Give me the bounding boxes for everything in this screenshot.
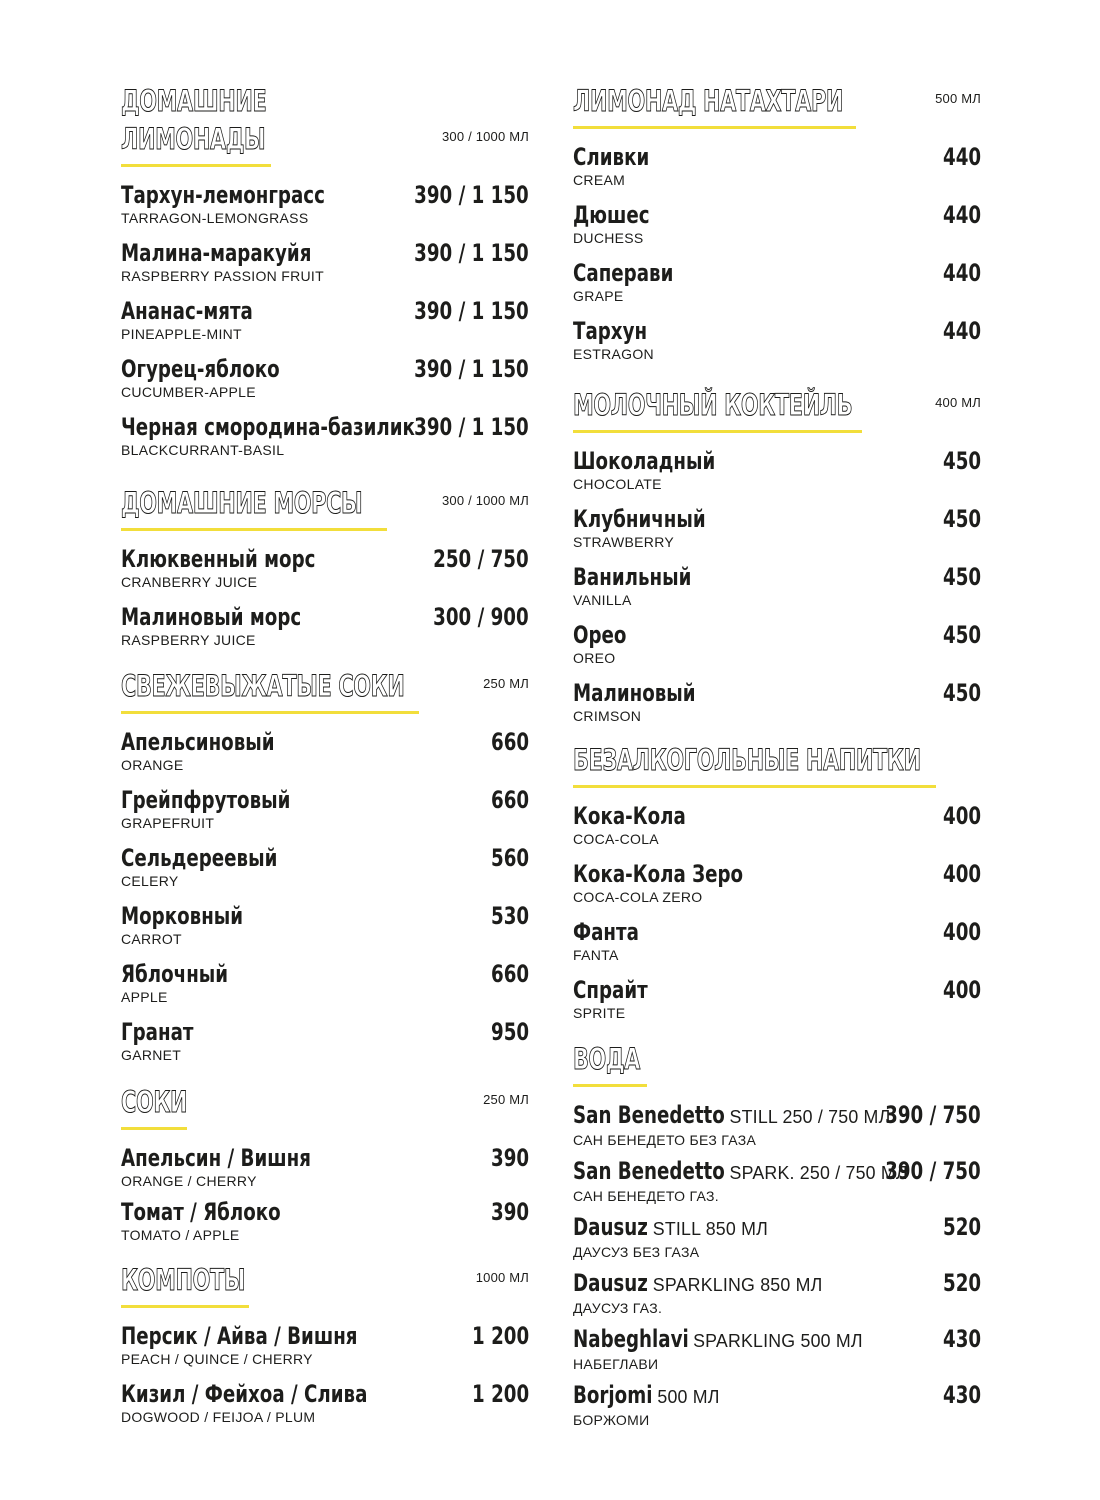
item-price: 400 [942, 976, 981, 1004]
item-subtitle: PEACH / QUINCE / CHERRY [121, 1351, 313, 1367]
menu-item [121, 1198, 529, 1252]
item-name [573, 1381, 883, 1411]
section-underline [121, 164, 271, 167]
item-name: Апельсин / Вишня [121, 1144, 311, 1172]
item-subtitle: GRAPEFRUIT [121, 815, 215, 831]
item-name: Фанта [573, 918, 639, 946]
item-name [573, 1101, 891, 1131]
item-subtitle: CRANBERRY JUICE [121, 574, 258, 590]
item-note: SPARK. 250 / 750 МЛ [729, 1163, 908, 1183]
item-subtitle: CREAM [573, 172, 626, 188]
item-name [573, 1269, 883, 1299]
section-homemade-mors [121, 484, 529, 661]
section-title: МОЛОЧНЫЙ КОКТЕЙЛЬ [573, 388, 853, 422]
item-name: Огурец-яблоко [121, 355, 280, 383]
item-note: SPARKLING 500 МЛ [693, 1331, 863, 1351]
item-subtitle: CHOCOLATE [573, 476, 662, 492]
item-name: Апельсиновый [121, 728, 275, 756]
menu-item [573, 505, 981, 563]
item-name [573, 1157, 908, 1187]
item-subtitle: CUCUMBER-APPLE [121, 384, 256, 400]
item-name: Тархун-лемонграсс [121, 181, 325, 209]
item-subtitle: CRIMSON [573, 708, 642, 724]
item-price: 440 [942, 317, 981, 345]
section-natakhtari-lemonade [573, 82, 981, 375]
item-subtitle: RASPBERRY JUICE [121, 632, 256, 648]
menu-item [121, 786, 529, 844]
section-volume: 500 МЛ [935, 91, 981, 106]
menu-item [573, 1213, 981, 1269]
section-volume: 250 МЛ [483, 1092, 529, 1107]
section-underline [573, 785, 936, 788]
menu-item [121, 844, 529, 902]
section-header [573, 386, 981, 424]
section-title: БЕЗАЛКОГОЛЬНЫЕ НАПИТКИ [573, 743, 921, 777]
item-price: 400 [942, 918, 981, 946]
item-note: STILL 850 МЛ [652, 1219, 768, 1239]
item-subtitle: САН БЕНЕДЕТО БЕЗ ГАЗА [573, 1132, 757, 1148]
item-name: Грейпфрутовый [121, 786, 291, 814]
item-price: 440 [942, 259, 981, 287]
item-name: Кизил / Фейхоа / Слива [121, 1380, 368, 1408]
item-name: Орео [573, 621, 627, 649]
section-volume: 300 / 1000 МЛ [441, 129, 529, 144]
item-name: Морковный [121, 902, 244, 930]
item-name: Черная смородина-базилик [121, 413, 415, 441]
section-title: ДОМАШНИЕ ЛИМОНАДЫ [121, 84, 267, 156]
item-price: 390 / 750 [885, 1101, 981, 1129]
item-subtitle: STRAWBERRY [573, 534, 675, 550]
item-subtitle: CARROT [121, 931, 182, 947]
section-title: СОКИ [121, 1085, 188, 1119]
menu-item [573, 802, 981, 860]
item-name: Кока-Кола [573, 802, 686, 830]
item-subtitle: GRAPE [573, 288, 624, 304]
item-subtitle: САН БЕНЕДЕТО ГАЗ. [573, 1188, 719, 1204]
item-subtitle: ДАУСУЗ ГАЗ. [573, 1300, 663, 1316]
item-name: Саперави [573, 259, 674, 287]
menu-item [573, 201, 981, 259]
section-compotes [121, 1261, 529, 1438]
menu-item [573, 621, 981, 679]
menu-item [121, 355, 529, 413]
menu-item [573, 259, 981, 317]
item-name [573, 1213, 883, 1243]
item-price: 450 [942, 505, 981, 533]
section-header [573, 1040, 981, 1078]
item-price: 440 [942, 143, 981, 171]
section-header [573, 741, 981, 779]
item-subtitle: TOMATO / APPLE [121, 1227, 240, 1243]
section-soft-drinks [573, 741, 981, 1034]
item-subtitle: ORANGE [121, 757, 184, 773]
item-name: Ананас-мята [121, 297, 253, 325]
item-price: 660 [490, 786, 529, 814]
item-price: 430 [942, 1325, 981, 1353]
item-price: 390 [490, 1198, 529, 1226]
item-price: 440 [942, 201, 981, 229]
item-name-text: Borjomi [573, 1381, 653, 1409]
menu-item [573, 1381, 981, 1437]
item-price: 450 [942, 563, 981, 591]
menu-item [121, 902, 529, 960]
item-subtitle: DOGWOOD / FEIJOA / PLUM [121, 1409, 316, 1425]
menu-item [121, 1144, 529, 1198]
item-price: 520 [942, 1269, 981, 1297]
item-note: SPARKLING 850 МЛ [652, 1275, 823, 1295]
section-underline [573, 1084, 647, 1087]
section-header [121, 667, 529, 705]
menu-item [121, 1380, 529, 1438]
item-name: Клубничный [573, 505, 706, 533]
item-name: Сливки [573, 143, 650, 171]
menu-item [121, 1018, 529, 1076]
item-subtitle: APPLE [121, 989, 168, 1005]
item-name: Клюквенный морс [121, 545, 316, 573]
item-price: 520 [942, 1213, 981, 1241]
menu-item [573, 976, 981, 1034]
item-name: Дюшес [573, 201, 650, 229]
section-underline [573, 126, 856, 129]
item-name: Томат / Яблоко [121, 1198, 281, 1226]
item-subtitle: ESTRAGON [573, 346, 654, 362]
menu-item [573, 563, 981, 621]
item-name: Малиновый [573, 679, 696, 707]
section-volume: 250 МЛ [483, 676, 529, 691]
item-price: 430 [942, 1381, 981, 1409]
menu-item [121, 239, 529, 297]
item-subtitle: ДАУСУЗ БЕЗ ГАЗА [573, 1244, 700, 1260]
menu-item [573, 447, 981, 505]
item-price: 390 / 1 150 [414, 413, 529, 441]
section-volume: 1000 МЛ [475, 1270, 529, 1285]
item-name [573, 1325, 883, 1355]
menu-item [573, 1325, 981, 1381]
menu-item [573, 1101, 981, 1157]
item-price: 390 / 1 150 [414, 181, 529, 209]
item-subtitle: TARRAGON-LEMONGRASS [121, 210, 309, 226]
item-name-text: San Benedetto [573, 1157, 725, 1185]
item-name: Кока-Кола Зеро [573, 860, 744, 888]
item-name: Шоколадный [573, 447, 716, 475]
menu-item [121, 960, 529, 1018]
menu-item [573, 1157, 981, 1213]
item-subtitle: DUCHESS [573, 230, 644, 246]
item-subtitle: GARNET [121, 1047, 182, 1063]
menu-item [573, 143, 981, 201]
section-title: ВОДА [573, 1042, 640, 1076]
item-price: 390 [490, 1144, 529, 1172]
item-subtitle: БОРЖОМИ [573, 1412, 650, 1428]
menu-item [121, 545, 529, 603]
item-name: Сельдерeевый [121, 844, 278, 872]
item-price: 450 [942, 621, 981, 649]
item-name: Малиновый морс [121, 603, 302, 631]
item-price: 390 / 1 150 [414, 239, 529, 267]
section-underline [121, 711, 419, 714]
menu-item [121, 603, 529, 661]
section-title: ЛИМОНАД НАТАХТАРИ [573, 84, 844, 118]
menu-item [121, 413, 529, 471]
section-homemade-lemonades [121, 82, 529, 471]
item-subtitle: PINEAPPLE-MINT [121, 326, 242, 342]
item-name-text: Dausuz [573, 1269, 648, 1297]
section-underline [121, 1127, 187, 1130]
menu-item [121, 1322, 529, 1380]
section-header [573, 82, 981, 120]
menu-item [121, 297, 529, 355]
item-subtitle: VANILLA [573, 592, 632, 608]
section-header [121, 82, 529, 158]
item-name-text: San Benedetto [573, 1101, 725, 1129]
section-underline [573, 430, 862, 433]
item-subtitle: НАБЕГЛАВИ [573, 1356, 659, 1372]
item-price: 1 200 [471, 1380, 529, 1408]
item-name: Ванильный [573, 563, 692, 591]
item-subtitle: FANTA [573, 947, 619, 963]
section-underline [121, 1305, 249, 1308]
item-price: 660 [490, 728, 529, 756]
section-juices [121, 1083, 529, 1252]
item-name: Гранат [121, 1018, 194, 1046]
item-name: Малина-маракуйя [121, 239, 312, 267]
menu-item [573, 860, 981, 918]
item-subtitle: ORANGE / CHERRY [121, 1173, 257, 1189]
menu-item [573, 1269, 981, 1325]
section-underline [121, 528, 387, 531]
item-price: 400 [942, 860, 981, 888]
item-price: 300 / 900 [433, 603, 529, 631]
item-price: 250 / 750 [433, 545, 529, 573]
item-subtitle: RASPBERRY PASSION FRUIT [121, 268, 324, 284]
item-note: STILL 250 / 750 МЛ [729, 1107, 891, 1127]
section-volume: 300 / 1000 МЛ [441, 493, 529, 508]
item-price: 530 [490, 902, 529, 930]
item-name-text: Nabeghlavi [573, 1325, 689, 1353]
section-header [121, 484, 529, 522]
section-header [121, 1261, 529, 1299]
item-name: Персик / Айва / Вишня [121, 1322, 358, 1350]
section-fresh-juices [121, 667, 529, 1076]
item-price: 400 [942, 802, 981, 830]
section-header [121, 1083, 529, 1121]
item-subtitle: CELERY [121, 873, 179, 889]
item-price: 390 / 750 [885, 1157, 981, 1185]
item-name: Яблочный [121, 960, 229, 988]
section-title: ДОМАШНИЕ МОРСЫ [121, 486, 363, 520]
item-name-text: Dausuz [573, 1213, 648, 1241]
item-subtitle: OREO [573, 650, 616, 666]
item-note: 500 МЛ [657, 1387, 720, 1407]
item-price: 390 / 1 150 [414, 355, 529, 383]
section-water [573, 1040, 981, 1437]
item-price: 1 200 [471, 1322, 529, 1350]
menu-item [121, 181, 529, 239]
item-price: 560 [490, 844, 529, 872]
section-title: СВЕЖЕВЫЖАТЫЕ СОКИ [121, 669, 405, 703]
menu-item [121, 728, 529, 786]
item-price: 950 [490, 1018, 529, 1046]
section-milkshakes [573, 386, 981, 737]
item-name: Тархун [573, 317, 648, 345]
item-subtitle: SPRITE [573, 1005, 626, 1021]
item-subtitle: BLACKCURRANT-BASIL [121, 442, 285, 458]
section-volume: 400 МЛ [935, 395, 981, 410]
item-subtitle: COCA-COLA ZERO [573, 889, 703, 905]
section-title: КОМПОТЫ [121, 1263, 246, 1297]
menu-item [573, 679, 981, 737]
item-price: 450 [942, 679, 981, 707]
item-subtitle: COCA-COLA [573, 831, 659, 847]
menu-item [573, 918, 981, 976]
item-name: Спрайт [573, 976, 648, 1004]
item-price: 660 [490, 960, 529, 988]
menu-item [573, 317, 981, 375]
item-price: 390 / 1 150 [414, 297, 529, 325]
item-price: 450 [942, 447, 981, 475]
